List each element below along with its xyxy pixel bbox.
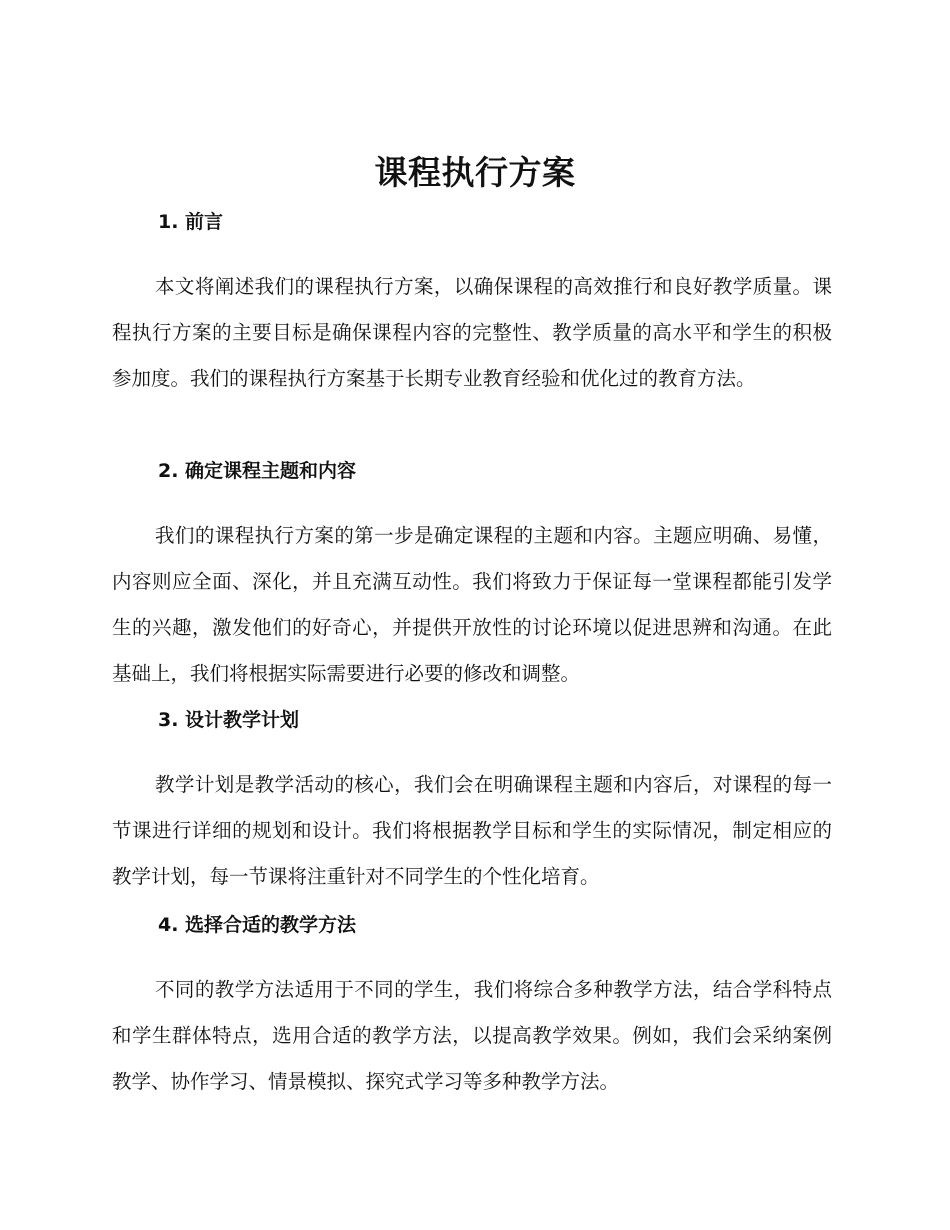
section-introduction: [112, 208, 832, 402]
section-course-topic: [112, 457, 832, 697]
document-title: 课程执行方案: [374, 153, 576, 192]
section-heading: 4. 选择合适的教学方法: [158, 914, 357, 936]
section-heading: 3. 设计教学计划: [158, 709, 300, 731]
section-teaching-methods: [112, 911, 832, 1105]
section-body: 教学计划是教学活动的核心，我们会在明确课程主题和内容后，对课程的每一节课进行详细的规划和设计。我们将根据教学目标和学生的实际情况，制定相应的教学计划，每一节课将注重针对不同学生的个性化培育。: [112, 773, 832, 888]
section-teaching-plan: [112, 706, 832, 900]
section-body: 不同的教学方法适用于不同的学生，我们将综合多种教学方法，结合学科特点和学生群体特点，选用合适的教学方法，以提高教学效果。例如，我们会采纳案例教学、协作学习、情景模拟、探究式学习等多种教学方法。: [112, 978, 832, 1093]
section-body: 我们的课程执行方案的第一步是确定课程的主题和内容。主题应明确、易懂，内容则应全面、深化，并且充满互动性。我们将致力于保证每一堂课程都能引发学生的兴趣，激发他们的好奇心，并提供开放性的讨论环境以促进思辨和沟通。在此基础上，我们将根据实际需要进行必要的修改和调整。: [112, 524, 832, 685]
section-body: 本文将阐述我们的课程执行方案，以确保课程的高效推行和良好教学质量。课程执行方案的主要目标是确保课程内容的完整性、教学质量的高水平和学生的积极参加度。我们的课程执行方案基于长期专业教育经验和优化过的教育方法。: [112, 275, 832, 390]
section-heading: 1. 前言: [158, 211, 224, 233]
section-heading: 2. 确定课程主题和内容: [158, 460, 357, 482]
